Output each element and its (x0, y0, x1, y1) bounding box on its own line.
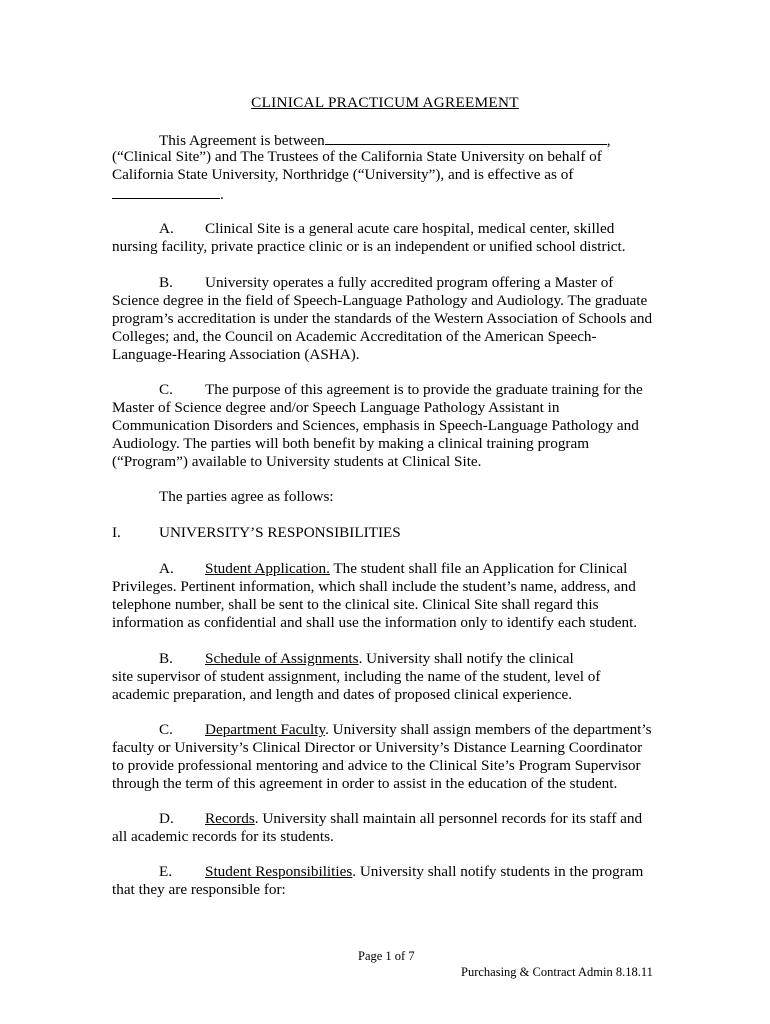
item-b-line-2: site supervisor of student assignment, including the name of the student, level of (112, 668, 601, 685)
intro-line-4: . (112, 184, 224, 204)
revision-note: Purchasing & Contract Admin 8.18.11 (461, 965, 653, 979)
item-e-line-1: Student Responsibilities. University shall notify students in the program (205, 863, 644, 880)
recital-c-line-4: Audiology. The parties will both benefit by making a clinical training program (112, 435, 590, 452)
item-b-label: Schedule of Assignments (205, 650, 359, 667)
item-a-line-4: information as confidential and shall use the information only to identify each student. (112, 614, 638, 631)
item-a-line-3: telephone number, shall be sent to the clinical site. Clinical Site shall regard this (112, 596, 599, 613)
item-d-line-1: Records. University shall maintain all personnel records for its staff and (205, 810, 643, 827)
clinical-site-blank[interactable] (325, 130, 607, 145)
recital-a-line-2: nursing facility, private practice clinic or is an independent or unified school district. (112, 238, 626, 255)
recital-c-line-1: The purpose of this agreement is to provide the graduate training for the (205, 381, 643, 398)
item-d-label: Records (205, 810, 255, 827)
item-a-marker: A. (159, 560, 174, 577)
item-a-line-2: Privileges. Pertinent information, which shall include the student’s name, address, and (112, 578, 636, 595)
agree-line: The parties agree as follows: (159, 488, 334, 505)
recital-a-marker: A. (159, 220, 174, 237)
page-number: Page 1 of 7 (358, 949, 415, 963)
item-a-label: Student Application. (205, 560, 330, 577)
recital-b-marker: B. (159, 274, 173, 291)
item-b-marker: B. (159, 650, 173, 667)
recital-b-line-5: Language-Hearing Association (ASHA). (112, 346, 360, 363)
section-1-marker: I. (112, 524, 121, 541)
item-c-label: Department Faculty (205, 721, 326, 738)
recital-b-line-3: program’s accreditation is under the standards of the Western Association of Schools and (112, 310, 653, 327)
item-a-line-1: Student Application. The student shall file an Application for Clinical (205, 560, 628, 577)
document-title: CLINICAL PRACTICUM AGREEMENT (251, 94, 519, 111)
item-c-line-1: Department Faculty. University shall assign members of the department’s (205, 721, 652, 738)
intro-line-3: California State University, Northridge (“University”), and is effective as of (112, 166, 574, 183)
recital-c-marker: C. (159, 381, 173, 398)
item-e-label: Student Responsibilities (205, 863, 353, 880)
item-c-marker: C. (159, 721, 173, 738)
item-d-marker: D. (159, 810, 174, 827)
item-e-marker: E. (159, 863, 173, 880)
recital-b-line-2: Science degree in the field of Speech-Language Pathology and Audiology. The graduate (112, 292, 648, 309)
recital-b-line-1: University operates a fully accredited program offering a Master of (205, 274, 614, 291)
intro-line-1: This Agreement is between , (159, 132, 611, 149)
recital-c-line-5: (“Program”) available to University students at Clinical Site. (112, 453, 482, 470)
item-c-line-2: faculty or University’s Clinical Director or University’s Distance Learning Coordinator (112, 739, 643, 756)
item-c-line-4: through the term of this agreement in order to assist in the education of the student. (112, 775, 618, 792)
recital-b-line-4: Colleges; and, the Council on Academic Accreditation of the American Speech- (112, 328, 597, 345)
recital-c-line-3: Communication Disorders and Sciences, emphasis in Speech-Language Pathology and (112, 417, 639, 434)
item-b-line-1: Schedule of Assignments. University shall notify the clinical (205, 650, 574, 667)
item-e-line-2: that they are responsible for: (112, 881, 286, 898)
recital-c-line-2: Master of Science degree and/or Speech Language Pathology Assistant in (112, 399, 560, 416)
item-d-line-2: all academic records for its students. (112, 828, 334, 845)
item-c-line-3: to provide professional mentoring and advice to the Clinical Site’s Program Supervisor (112, 757, 641, 774)
recital-a-line-1: Clinical Site is a general acute care hospital, medical center, skilled (205, 220, 615, 237)
effective-date-blank[interactable] (112, 184, 220, 199)
intro-line-2: (“Clinical Site”) and The Trustees of the California State University on behalf of (112, 148, 602, 165)
section-1-heading: UNIVERSITY’S RESPONSIBILITIES (159, 524, 401, 541)
item-b-line-3: academic preparation, and length and dates of proposed clinical experience. (112, 686, 573, 703)
